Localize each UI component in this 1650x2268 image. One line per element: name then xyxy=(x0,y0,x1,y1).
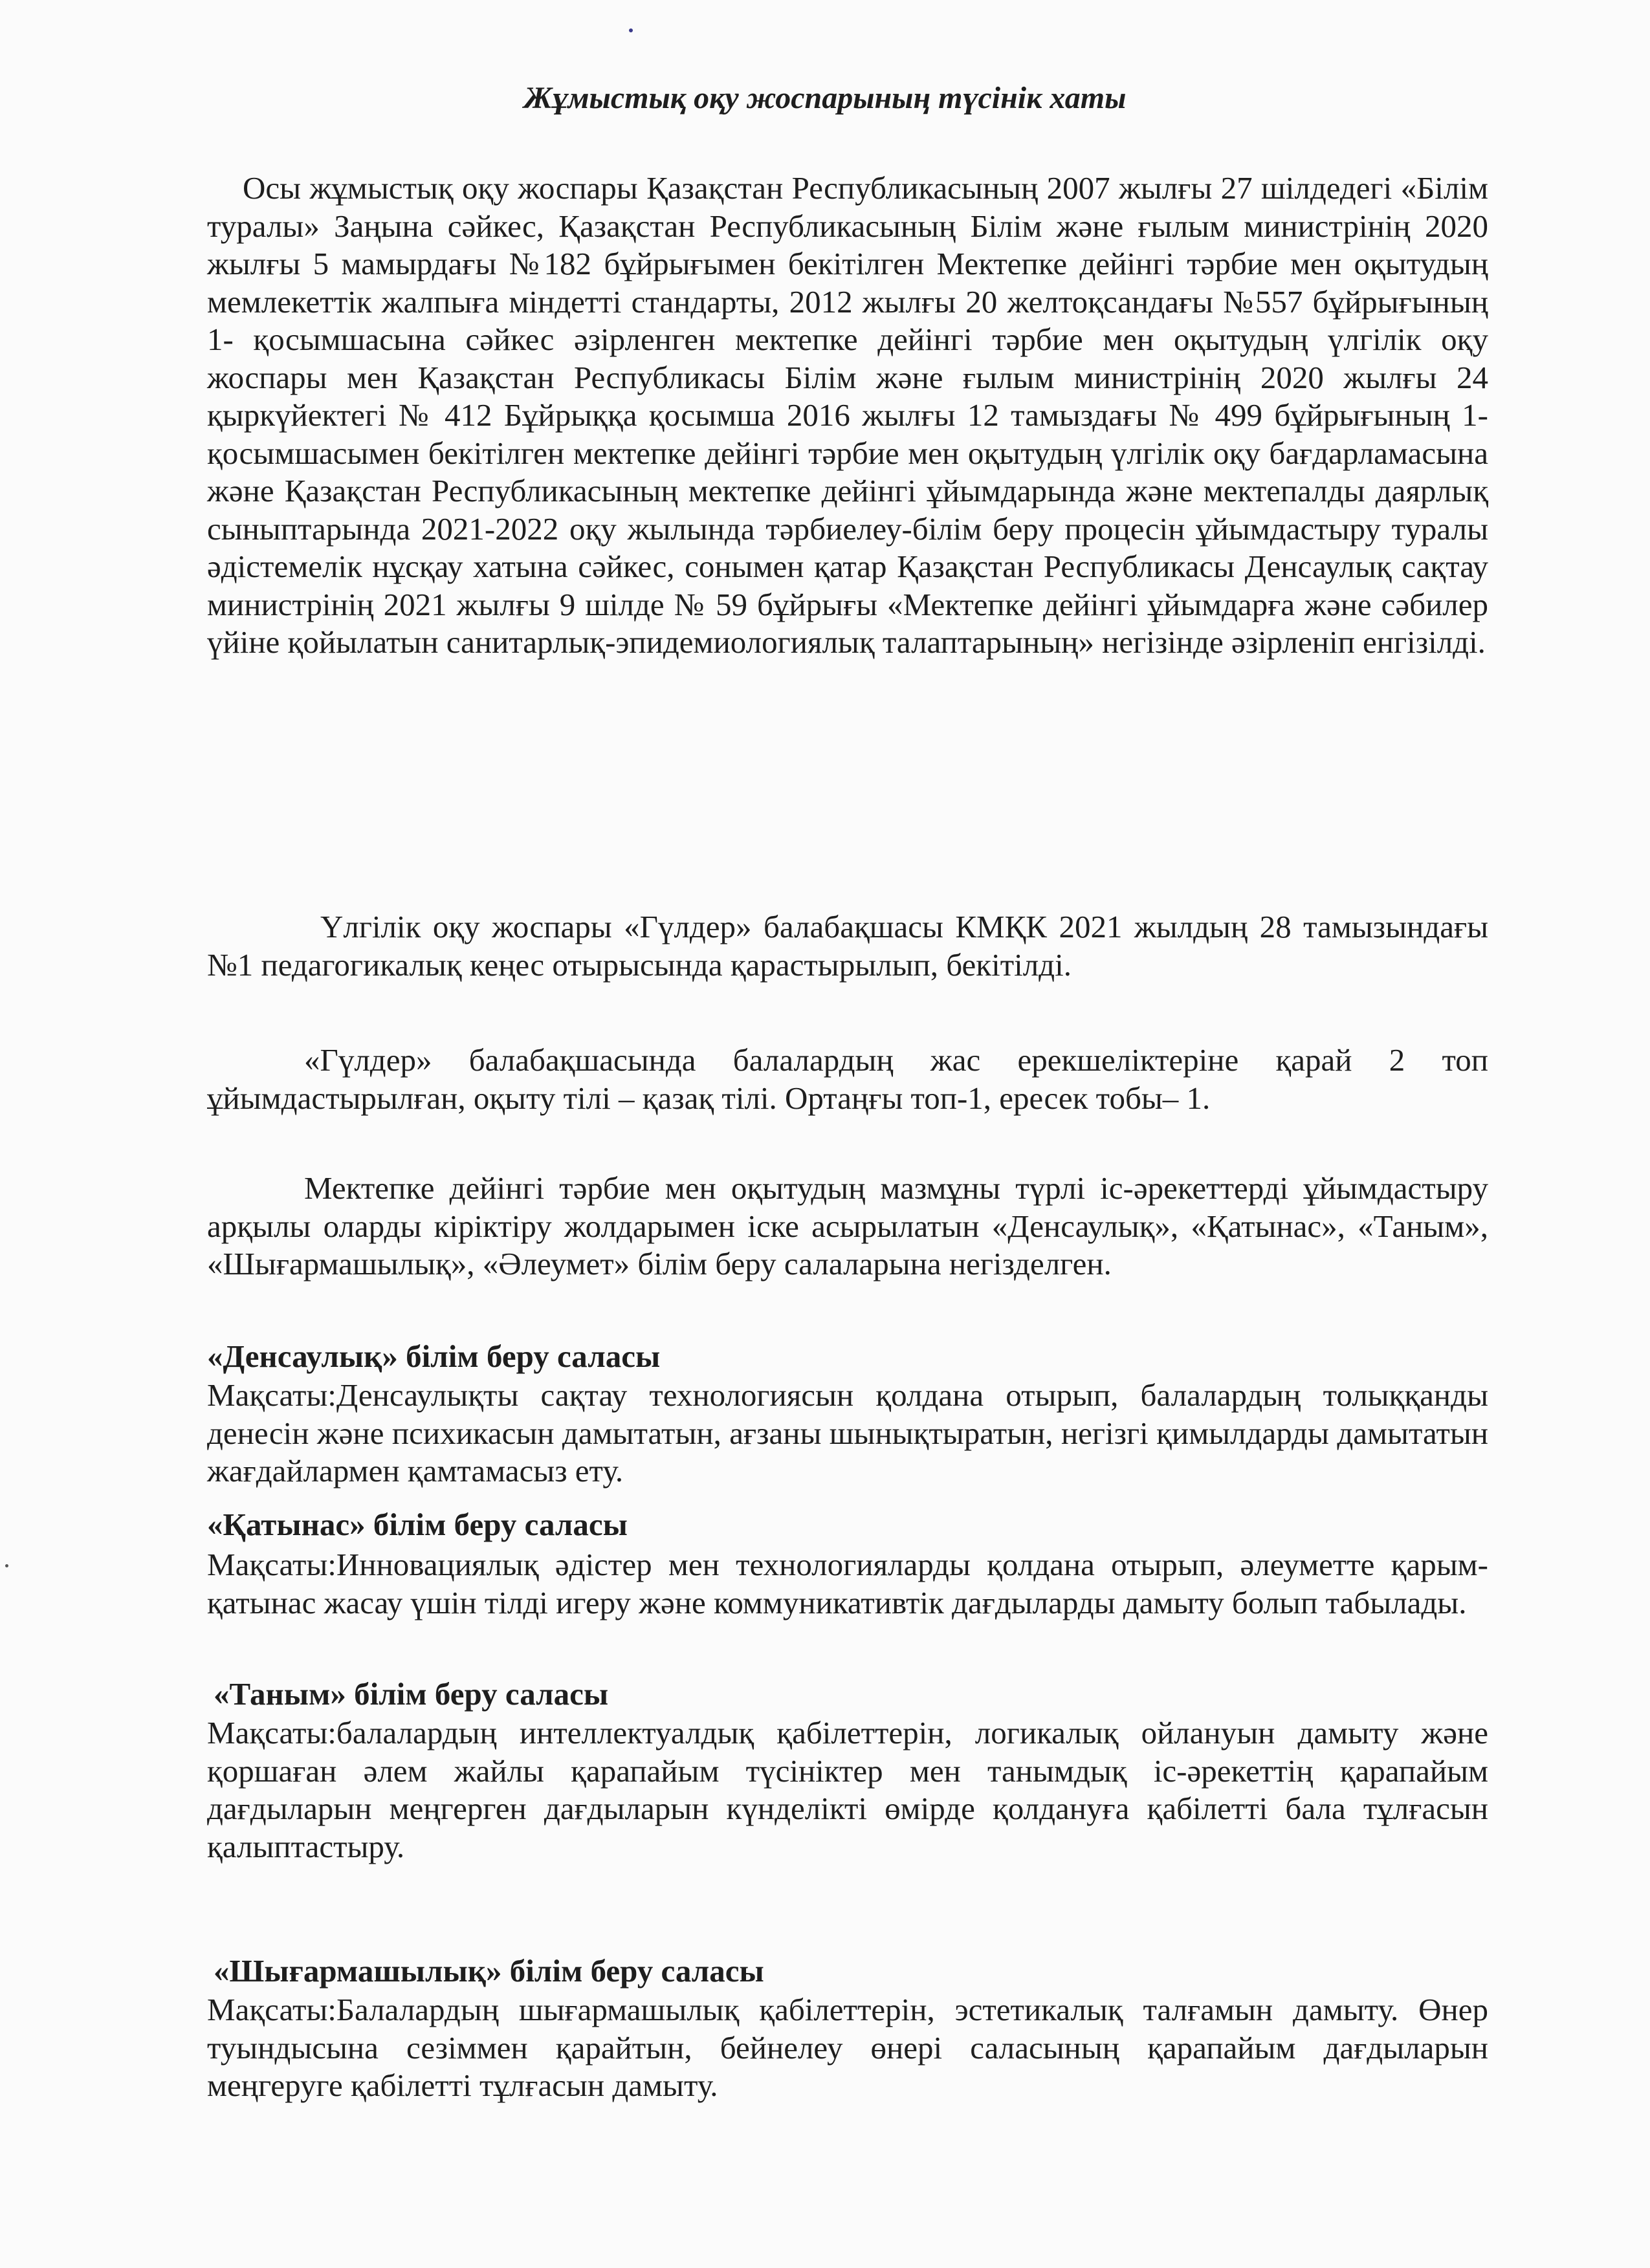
section-text-health: Мақсаты:Денсаулықты сақтау технологиясын қолдана отырып, балалардың толыққанды денесін және психикасын дамытатын, ағзаны шынықтыратын, негізгі қимылдарды дамытатын жағдайлармен қамтамасыз ету. xyxy=(207,1377,1488,1488)
section-heading-creativity: «Шығармашылық» білім беру саласы xyxy=(214,1953,764,1989)
section-text-cognition: Мақсаты:балалардың интеллектуалдық қабілеттерін, логикалық ойлануын дамыту және қоршаған әлем жайлы қарапайым түсініктер мен танымдық іс-әрекеттің қарапайым дағдыларын меңгерген дағдыларын күнделікті өмірде қолдануға қабілетті бала тұлғасын қалыптастыру. xyxy=(207,1715,1488,1864)
approval-paragraph: Үлгілік оқу жоспары «Гүлдер» балабақшасы КМҚК 2021 жылдың 28 тамызындағы №1 педагогикалық кеңес отырысында қарастырылып, бекітілді. xyxy=(207,909,1488,983)
groups-paragraph: «Гүлдер» балабақшасында балалардың жас ерекшеліктеріне қарай 2 топ ұйымдастырылған, оқыту тілі – қазақ тілі. Ортаңғы топ-1, ересек тобы– 1. xyxy=(207,1042,1488,1116)
scan-mark xyxy=(5,1564,8,1567)
section-heading-cognition: «Таным» білім беру саласы xyxy=(214,1676,609,1712)
section-heading-health: «Денсаулық» білім беру саласы xyxy=(207,1338,661,1374)
document-title: Жұмыстық оқу жоспарының түсінік хаты xyxy=(523,81,1127,115)
intro-paragraph: Осы жұмыстық оқу жоспары Қазақстан Республикасының 2007 жылғы 27 шілдедегі «Білім туралы» Заңына сәйкес, Қазақстан Республикасының Білім және ғылым министрінің 2020 жылғы 5 мамырдағы №182 бұйрығымен бекітілген Мектепке дейінгі тәрбие мен оқытудың мемлекеттік жалпыға міндетті стандарты, 2012 жылғы 20 желтоқсандағы №557 бұйрығының 1- қосымшасына сәйкес әзірленген мектепке дейінгі тәрбие мен оқытудың үлгілік оқу жоспары мен Қазақстан Республикасы Білім және ғылым министрінің 2020 жылғы 24 қыркүйектегі № 412 Бұйрыққа қосымша 2016 жылғы 12 тамыздағы № 499 бұйрығының 1- қосымшасымен бекітілген мектепке дейінгі тәрбие мен оқытудың үлгілік оқу бағдарламасына және Қазақстан Республикасының мектепке дейінгі ұйымдарында және мектепалды даярлық сыныптарында 2021-2022 оқу жылында тәрбиелеу-білім беру процесін ұйымдастыру туралы әдістемелік нұсқау хатына сәйкес, сонымен қатар Қазақстан Республикасы Денсаулық сақтау министрінің 2021 жылғы 9 шілде № 59 бұйрығы «Мектепке дейінгі ұйымдарға және сәбилер үйіне қойылатын санитарлық-эпидемиологиялық талаптарының» негізінде әзірленіп енгізілді. xyxy=(207,170,1488,660)
section-heading-communication: «Қатынас» білім беру саласы xyxy=(207,1507,628,1542)
content-paragraph: Мектепке дейінгі тәрбие мен оқытудың мазмұны түрлі іс-әрекеттерді ұйымдастыру арқылы оларды кіріктіру жолдарымен іске асырылатын «Денсаулық», «Қатынас», «Таным», «Шығармашылық», «Әлеумет» білім беру салаларына негізделген. xyxy=(207,1170,1488,1281)
scan-mark xyxy=(629,28,633,32)
section-text-creativity: Мақсаты:Балалардың шығармашылық қабілеттерін, эстетикалық талғамын дамыту. Өнер туындысына сезіммен қарайтын, бейнелеу өнері саласының қарапайым дағдыларын меңгеруге қабілетті тұлғасын дамыту. xyxy=(207,1992,1488,2103)
section-text-communication: Мақсаты:Инновациялық әдістер мен технологияларды қолдана отырып, әлеуметте қарым-қатынас жасау үшін тілді игеру және коммуникативтік дағдыларды дамыту болып табылады. xyxy=(207,1547,1488,1620)
